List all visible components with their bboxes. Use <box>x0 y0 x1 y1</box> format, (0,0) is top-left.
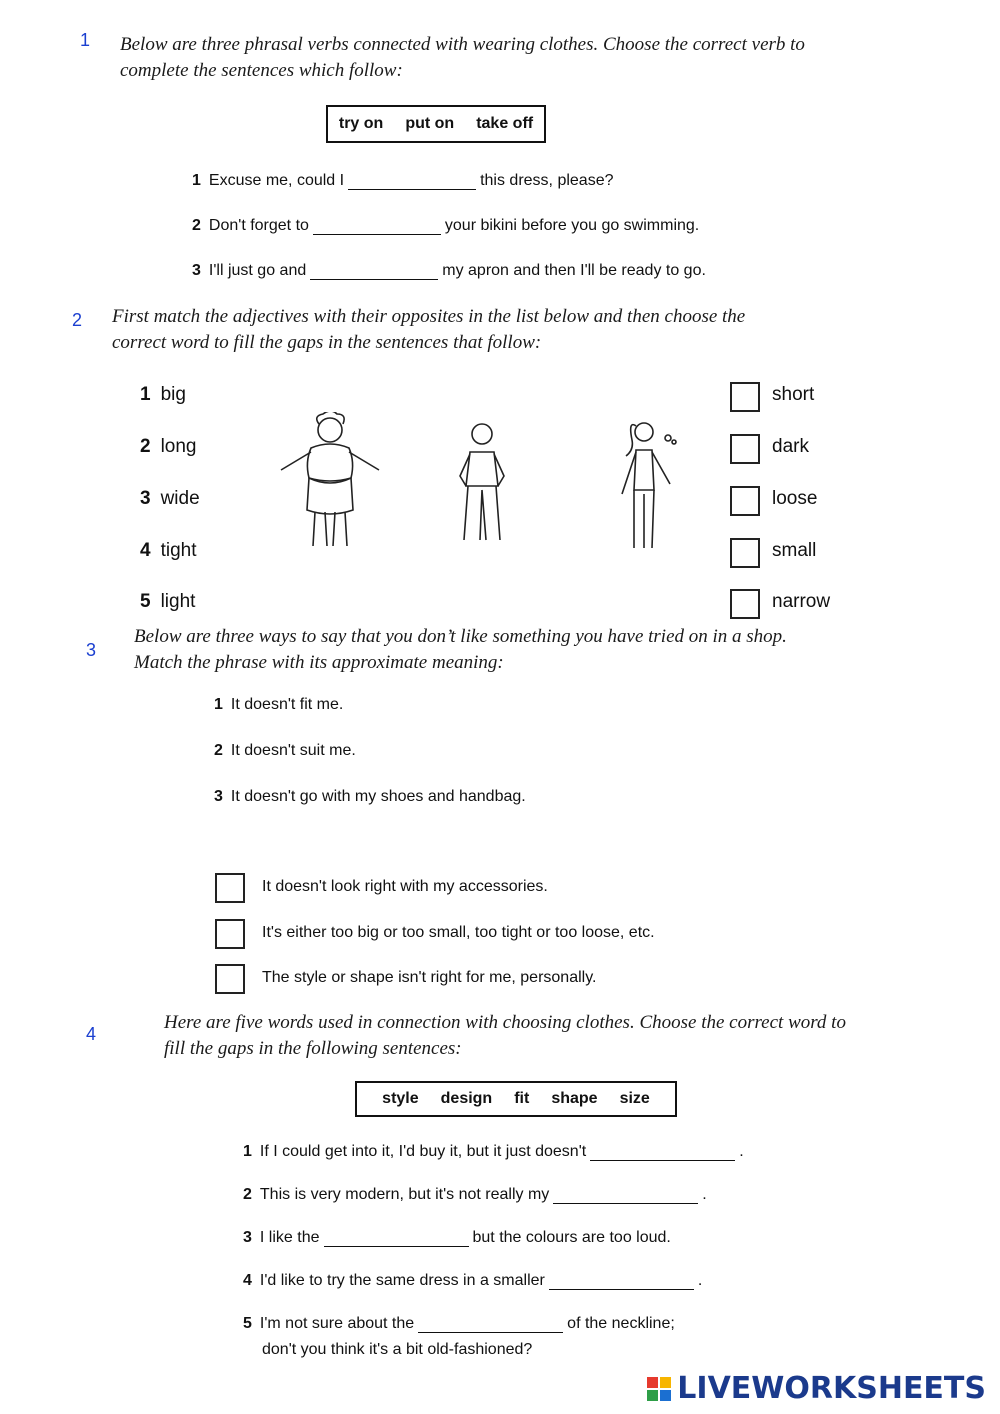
match-checkbox[interactable] <box>215 964 245 994</box>
phrase-item: 2 It doesn't suit me. <box>214 742 356 759</box>
sentence: 1 Excuse me, could I this dress, please? <box>192 172 614 189</box>
word-box <box>355 1081 677 1117</box>
word-option: put on <box>405 115 455 132</box>
word-option: shape <box>551 1090 598 1107</box>
brand-text: LIVEWORKSHEETS <box>677 1371 986 1406</box>
sentence: 3 I'll just go and my apron and then I'll be ready to go. <box>192 262 706 279</box>
match-checkbox[interactable] <box>730 434 760 464</box>
opposite-word: short <box>772 384 815 405</box>
opposite-word: dark <box>772 436 809 457</box>
liveworksheets-brand[interactable] <box>647 1371 986 1406</box>
sentence-continuation: don't you think it's a bit old-fashioned? <box>262 1341 533 1358</box>
meaning-item: The style or shape isn't right for me, personally. <box>262 969 597 986</box>
sentence: 4 I'd like to try the same dress in a smaller . <box>243 1272 703 1289</box>
answer-blank[interactable] <box>418 1318 563 1333</box>
section-number: 4 <box>86 1024 97 1044</box>
match-checkbox[interactable] <box>730 382 760 412</box>
adjective-item: 5 light <box>140 591 196 612</box>
answer-blank[interactable] <box>348 175 476 190</box>
opposite-word: small <box>772 540 817 561</box>
word-option: fit <box>514 1090 530 1107</box>
section-intro: Below are three phrasal verbs connected with wearing clothes. Choose the correct verb to complete the sentences which follow: <box>120 34 805 81</box>
match-checkbox[interactable] <box>215 919 245 949</box>
section-intro: Here are five words used in connection with choosing clothes. Choose the correct word to fill the gaps in the following sentences: <box>164 1012 846 1059</box>
section-intro: First match the adjectives with their opposites in the list below and then choose the correct word to fill the gaps in the sentences that follow: <box>112 306 746 353</box>
answer-blank[interactable] <box>553 1189 698 1204</box>
phrase-item: 1 It doesn't fit me. <box>214 696 344 713</box>
word-option: style <box>382 1090 419 1107</box>
meaning-item: It doesn't look right with my accessories. <box>262 878 548 895</box>
match-checkbox[interactable] <box>215 873 245 903</box>
meaning-item: It's either too big or too small, too tight or too loose, etc. <box>262 924 655 941</box>
sentence: 5 I'm not sure about the of the neckline; <box>243 1315 675 1332</box>
answer-blank[interactable] <box>590 1146 735 1161</box>
answer-blank[interactable] <box>549 1275 694 1290</box>
answer-blank[interactable] <box>310 265 438 280</box>
word-option: design <box>440 1090 493 1107</box>
word-option: size <box>619 1090 650 1107</box>
section-intro: Below are three ways to say that you don’t like something you have tried on in a shop. Match the phrase with its approximate meaning: <box>134 626 787 673</box>
sentence: 3 I like the but the colours are too loud. <box>243 1229 671 1246</box>
answer-blank[interactable] <box>324 1232 469 1247</box>
slim-woman-illustration <box>612 418 682 556</box>
adjective-item: 4 tight <box>140 540 197 561</box>
liveworksheets-logo-icon <box>647 1377 671 1401</box>
word-option: take off <box>476 115 534 132</box>
match-checkbox[interactable] <box>730 538 760 568</box>
sentence: 1 If I could get into it, I'd buy it, but it just doesn't . <box>243 1143 744 1160</box>
sentence: 2 This is very modern, but it's not really my . <box>243 1186 707 1203</box>
word-box <box>326 105 546 143</box>
opposite-word: loose <box>772 488 818 509</box>
match-checkbox[interactable] <box>730 486 760 516</box>
adjective-item: 3 wide <box>140 488 200 509</box>
adjective-item: 1 big <box>140 384 186 405</box>
word-option: try on <box>338 115 384 132</box>
section-number: 2 <box>72 310 83 330</box>
section-number: 1 <box>80 30 91 50</box>
large-woman-illustration <box>275 412 385 552</box>
adjective-item: 2 long <box>140 436 197 457</box>
phrase-item: 3 It doesn't go with my shoes and handbag. <box>214 788 526 805</box>
opposite-word: narrow <box>772 591 831 612</box>
sentence: 2 Don't forget to your bikini before you go swimming. <box>192 217 700 234</box>
thin-man-illustration <box>452 420 512 550</box>
match-checkbox[interactable] <box>730 589 760 619</box>
answer-blank[interactable] <box>313 220 441 235</box>
section-number: 3 <box>86 640 97 660</box>
